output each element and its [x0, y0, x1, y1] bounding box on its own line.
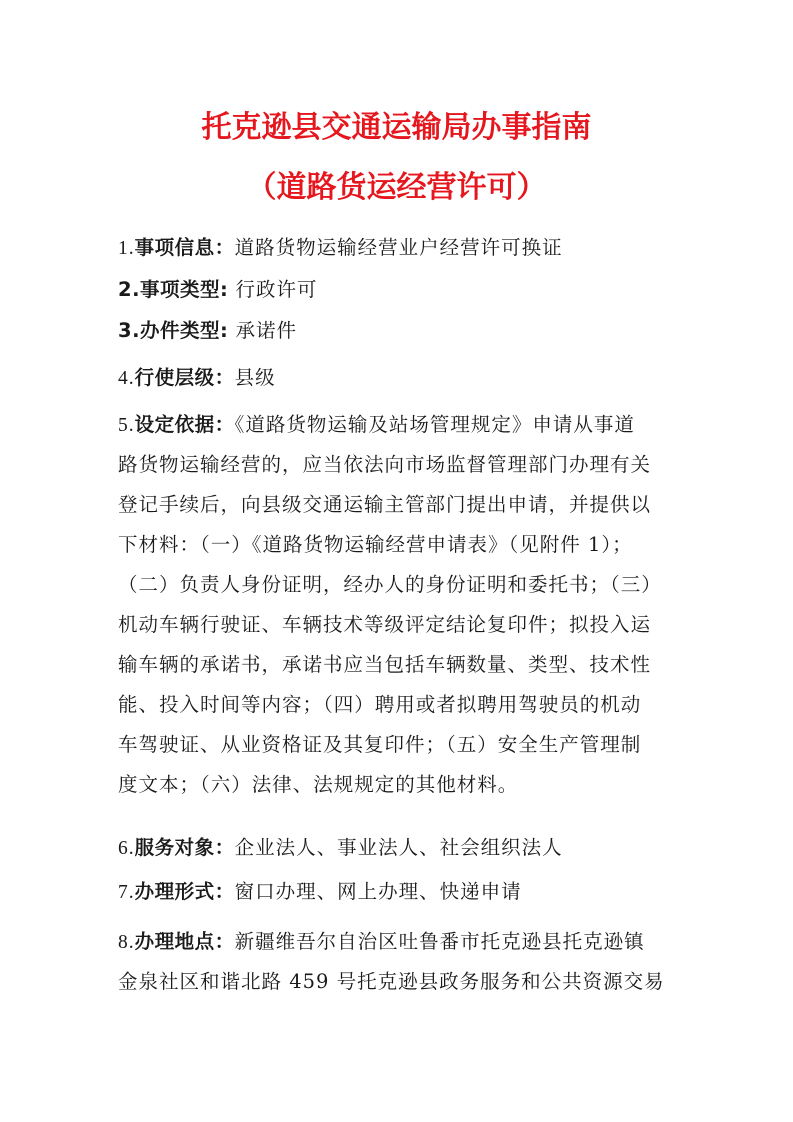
item-label: 服务对象： [134, 836, 235, 859]
item-value: 行政许可 [235, 278, 318, 301]
item-number: 4. [118, 368, 135, 389]
item-value: 县级 [234, 366, 276, 389]
item-text-line: 输车辆的承诺书，承诺书应当包括车辆数量、类型、技术性 [118, 653, 652, 676]
item-text-line: 金泉社区和谐北路 459 号托克逊县政务服务和公共资源交易 [118, 970, 665, 993]
item-label: 设定依据： [134, 413, 235, 436]
item-label: 事项信息： [134, 236, 235, 259]
item-value: 承诺件 [235, 319, 298, 342]
item-text-line: 下材料：（一）《道路货物运输经营申请表》（见附件 1）； [118, 533, 633, 556]
item-label: 办件类型: [139, 319, 229, 342]
item-5-legal-basis [118, 405, 678, 805]
item-6-service-target [118, 828, 678, 868]
item-number: 6. [118, 838, 135, 859]
item-2-matter-type [118, 270, 678, 310]
item-number: 1. [118, 238, 135, 259]
item-number: 8. [118, 932, 135, 953]
item-1-matter-info [118, 228, 678, 268]
item-text-line: 度文本；（六）法律、法规规定的其他材料。 [118, 773, 519, 796]
item-number: 5. [118, 415, 135, 436]
document-subtitle: （道路货运经营许可） [246, 170, 547, 205]
item-value: 窗口办理、网上办理、快递申请 [234, 880, 522, 903]
item-text-line: （二）负责人身份证明，经办人的身份证明和委托书；（三） [118, 573, 662, 596]
item-value: 企业法人、事业法人、社会组织法人 [234, 836, 563, 859]
item-label: 行使层级： [134, 366, 235, 389]
item-number: 2. [118, 278, 140, 301]
item-text-line: 机动车辆行驶证、车辆技术等级评定结论复印件；拟投入运 [118, 613, 652, 636]
item-text-line: 登记手续后，向县级交通运输主管部门提出申请，并提供以 [118, 493, 652, 516]
item-label: 办理地点： [134, 930, 235, 953]
item-4-exercise-level [118, 358, 678, 398]
item-value: 道路货物运输经营业户经营许可换证 [234, 236, 563, 259]
item-number: 7. [118, 882, 135, 903]
item-text-line: 《道路货物运输及站场管理规定》申请从事道 [234, 413, 635, 436]
item-label: 事项类型: [139, 278, 229, 301]
item-7-handling-form [118, 872, 678, 912]
item-text-line: 路货物运输经营的，应当依法向市场监督管理部门办理有关 [118, 453, 652, 476]
item-number: 3. [118, 319, 140, 342]
item-label: 办理形式： [134, 880, 235, 903]
item-text-line: 车驾驶证、从业资格证及其复印件；（五）安全生产管理制 [118, 733, 642, 756]
item-text-line: 能、投入时间等内容；（四）聘用或者拟聘用驾驶员的机动 [118, 693, 642, 716]
item-text-line: 新疆维吾尔自治区吐鲁番市托克逊县托克逊镇 [234, 930, 645, 953]
document-title: 托克逊县交通运输局办事指南 [201, 110, 592, 145]
item-8-handling-location [118, 922, 678, 1002]
item-3-case-type [118, 311, 678, 351]
